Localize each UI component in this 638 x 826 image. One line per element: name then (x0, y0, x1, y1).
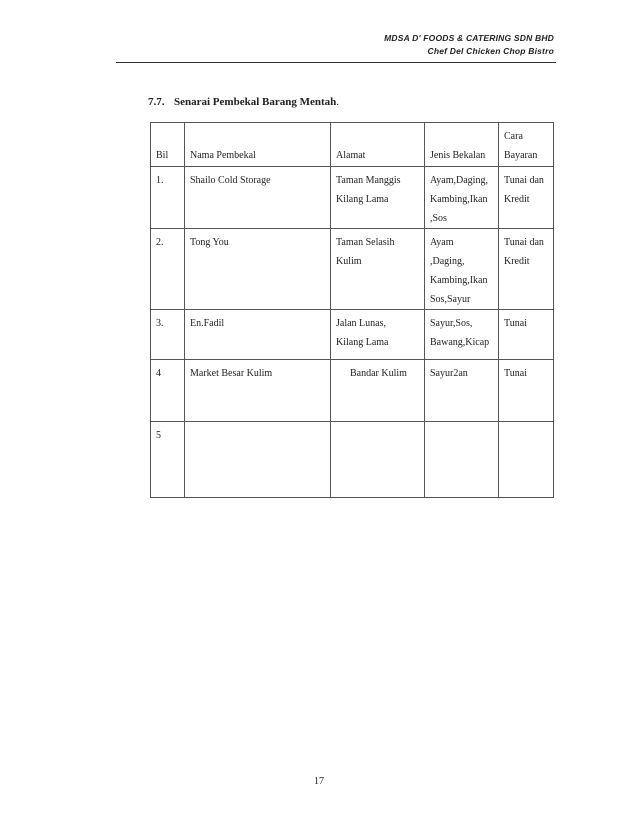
cell-payment (499, 360, 554, 422)
cell-supply-type-line: Ayam,Daging, (430, 175, 488, 186)
cell-supply-type-line: ,Sos (430, 213, 447, 224)
company-name: MDSA D' FOODS & CATERING SDN BHD (384, 33, 554, 43)
header-supplier-name: Nama Pembekal (185, 123, 331, 167)
cell-supplier-name (185, 422, 331, 498)
cell-bil: 1. (151, 167, 185, 229)
cell-supply-type-line: Sayur2an (430, 368, 468, 379)
table-row (151, 360, 554, 422)
section-heading (148, 96, 339, 108)
cell-supply-type-line: Kambing,Ikan (430, 194, 488, 205)
cell-supply-type (425, 422, 499, 498)
cell-payment-line: Tunai (504, 318, 527, 329)
cell-address (331, 422, 425, 498)
cell-address-line: Bandar Kulim (350, 368, 407, 379)
cell-supply-type-line: Kambing,Ikan (430, 275, 488, 286)
cell-address-line: Kulim (336, 256, 362, 267)
cell-supply-type (425, 167, 499, 229)
bistro-name: Chef Del Chicken Chop Bistro (427, 46, 554, 56)
cell-supplier-name: Market Besar Kulim (185, 360, 331, 422)
cell-supply-type (425, 229, 499, 310)
table-row (151, 229, 554, 310)
header-supply-type: Jenis Bekalan (425, 123, 499, 167)
header-divider (116, 62, 556, 63)
supplier-table (150, 122, 554, 498)
cell-supply-type (425, 360, 499, 422)
table-row (151, 167, 554, 229)
cell-address (331, 229, 425, 310)
cell-payment-line: Tunai dan (504, 175, 544, 186)
cell-supplier-name: Tong You (185, 229, 331, 310)
cell-bil: 3. (151, 310, 185, 360)
cell-payment (499, 310, 554, 360)
cell-supply-type-line: Ayam (430, 237, 454, 248)
cell-bil: 5 (151, 422, 185, 498)
table-row (151, 422, 554, 498)
cell-bil: 4 (151, 360, 185, 422)
cell-address (331, 167, 425, 229)
page-header (384, 32, 554, 58)
cell-supply-type-line: Sos,Sayur (430, 294, 471, 305)
section-title-period: . (336, 96, 339, 108)
section-title-text: Senarai Pembekal Barang Mentah (174, 96, 337, 108)
cell-supplier-name: En.Fadil (185, 310, 331, 360)
cell-supplier-name: Shailo Cold Storage (185, 167, 331, 229)
table-header-row (151, 123, 554, 167)
header-payment-line2: Bayaran (504, 150, 538, 161)
cell-supply-type-line: ,Daging, (430, 256, 465, 267)
cell-address (331, 360, 425, 422)
cell-supply-type-line: Sayur,Sos, (430, 318, 473, 329)
cell-address (331, 310, 425, 360)
cell-payment (499, 167, 554, 229)
cell-supply-type (425, 310, 499, 360)
cell-address-line: Kilang Lama (336, 194, 389, 205)
cell-payment-line: Tunai dan (504, 237, 544, 248)
header-payment-method (499, 123, 554, 167)
table-body (151, 167, 554, 498)
cell-address-line: Kilang Lama (336, 337, 389, 348)
cell-address-line: Taman Selasih (336, 237, 395, 248)
cell-payment-line: Tunai (504, 368, 527, 379)
cell-supply-type-line: Bawang,Kicap (430, 337, 490, 348)
header-bil: Bil (151, 123, 185, 167)
section-number: 7.7. (148, 96, 165, 108)
header-payment-line1: Cara (504, 131, 523, 142)
cell-payment-line: Kredit (504, 256, 530, 267)
page-number: 17 (314, 776, 324, 787)
cell-payment (499, 422, 554, 498)
cell-address-line: Jalan Lunas, (336, 318, 386, 329)
cell-address-line: Taman Manggis (336, 175, 401, 186)
cell-bil: 2. (151, 229, 185, 310)
cell-payment (499, 229, 554, 310)
table-row (151, 310, 554, 360)
cell-payment-line: Kredit (504, 194, 530, 205)
header-address: Alamat (331, 123, 425, 167)
